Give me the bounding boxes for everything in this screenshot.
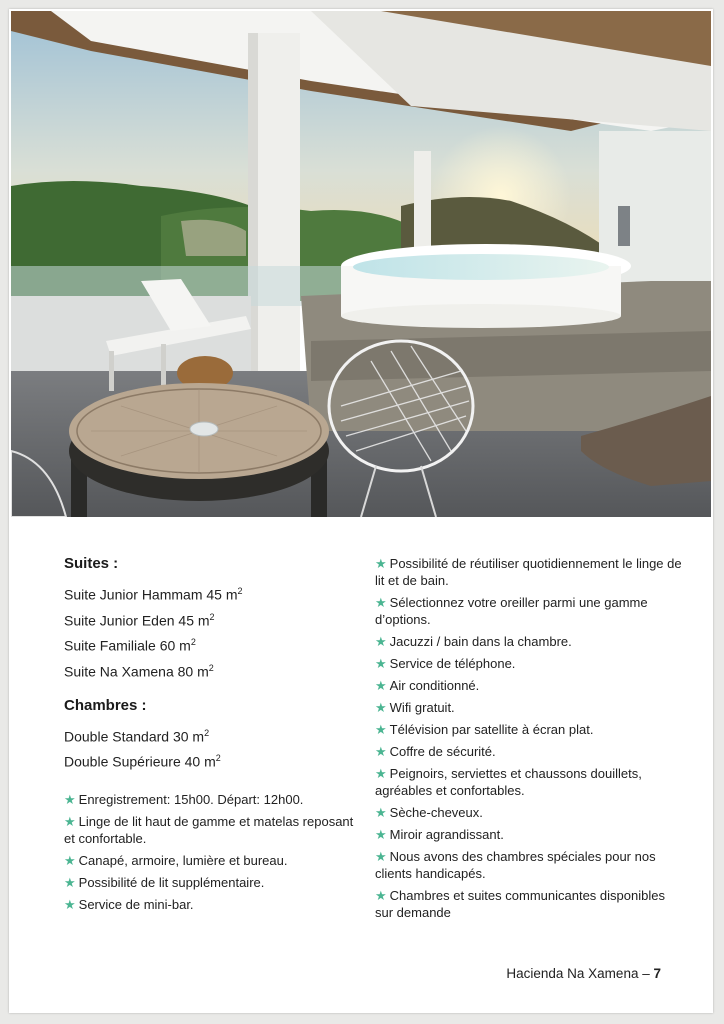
feature-item: ★ Nous avons des chambres spéciales pour nos clients handicapés.	[375, 849, 656, 881]
star-icon: ★	[375, 805, 387, 820]
star-icon: ★	[375, 556, 387, 571]
feature-item: ★ Service de mini-bar.	[64, 897, 194, 912]
star-icon: ★	[375, 722, 387, 737]
star-icon: ★	[375, 766, 387, 781]
room-item	[64, 606, 354, 632]
terrace-jacuzzi-photo	[11, 11, 711, 517]
feature-item: ★ Wifi gratuit.	[375, 700, 455, 715]
room-size: 45 m	[178, 612, 210, 629]
feature-item: ★ Peignoirs, serviettes et chaussons douillets, agréables et confortables.	[375, 766, 642, 798]
feature-item: ★ Service de téléphone.	[375, 656, 516, 671]
room-item	[64, 747, 354, 773]
star-icon: ★	[375, 678, 387, 693]
star-icon: ★	[375, 595, 387, 610]
star-icon: ★	[375, 744, 387, 759]
feature-item: ★ Air conditionné.	[375, 678, 480, 693]
feature-item: ★ Coffre de sécurité.	[375, 744, 496, 759]
room-size-unit: 2	[237, 586, 243, 596]
feature-item: ★ Canapé, armoire, lumière et bureau.	[64, 853, 288, 868]
feature-item: ★ Linge de lit haut de gamme et matelas reposant et confortable.	[64, 814, 354, 846]
room-item	[64, 631, 354, 657]
room-name: Suite Junior Hammam	[64, 586, 203, 603]
feature-item: ★ Télévision par satellite à écran plat.	[375, 722, 594, 737]
room-size: 60 m	[159, 637, 191, 654]
star-icon: ★	[375, 700, 387, 715]
room-size-unit: 2	[208, 662, 214, 673]
room-size: 45 m	[206, 586, 238, 603]
star-icon: ★	[375, 827, 387, 842]
star-icon: ★	[375, 849, 387, 864]
room-size-unit: 2	[209, 611, 215, 622]
features-list-left	[64, 791, 354, 918]
brochure-page	[9, 9, 713, 1013]
star-icon: ★	[64, 792, 76, 807]
room-name: Suite Na Xamena	[64, 663, 174, 680]
room-size-unit: 2	[204, 727, 210, 738]
feature-item: ★ Jacuzzi / bain dans la chambre.	[375, 634, 572, 649]
room-size: 80 m	[177, 663, 209, 680]
chambres-heading: Chambres :	[64, 696, 147, 714]
features-list-right	[375, 555, 685, 926]
star-icon: ★	[64, 897, 76, 912]
star-icon: ★	[64, 853, 76, 868]
feature-item: ★ Sélectionnez votre oreiller parmi une gamme d’options.	[375, 595, 648, 627]
room-size-unit: 2	[190, 637, 196, 648]
room-name: Double Standard	[64, 728, 170, 745]
room-item	[64, 722, 354, 748]
feature-item: ★ Possibilité de réutiliser quotidiennement le linge de lit et de bain.	[375, 556, 682, 588]
room-types-column	[64, 555, 354, 773]
star-icon: ★	[375, 656, 387, 671]
star-icon: ★	[375, 634, 387, 649]
feature-item: ★ Sèche-cheveux.	[375, 805, 483, 820]
suites-heading: Suites :	[64, 555, 119, 572]
room-size-unit: 2	[215, 753, 221, 764]
room-size: 30 m	[172, 728, 205, 745]
room-name: Double Supérieure	[64, 753, 181, 770]
footer-title: Hacienda Na Xamena –	[506, 966, 650, 981]
room-name: Suite Familiale	[64, 637, 156, 654]
star-icon: ★	[375, 888, 387, 903]
room-name: Suite Junior Eden	[64, 612, 175, 629]
feature-item: ★ Miroir agrandissant.	[375, 827, 504, 842]
feature-item: ★ Chambres et suites communicantes disponibles sur demande	[375, 888, 665, 920]
star-icon: ★	[64, 875, 76, 890]
page-number: 7	[653, 966, 661, 981]
star-icon: ★	[64, 814, 76, 829]
feature-item: ★ Possibilité de lit supplémentaire.	[64, 875, 265, 890]
page-footer	[506, 966, 661, 981]
room-item	[64, 657, 354, 683]
room-size: 40 m	[184, 753, 216, 770]
room-item	[64, 580, 354, 606]
feature-item: ★ Enregistrement: 15h00. Départ: 12h00.	[64, 792, 304, 807]
